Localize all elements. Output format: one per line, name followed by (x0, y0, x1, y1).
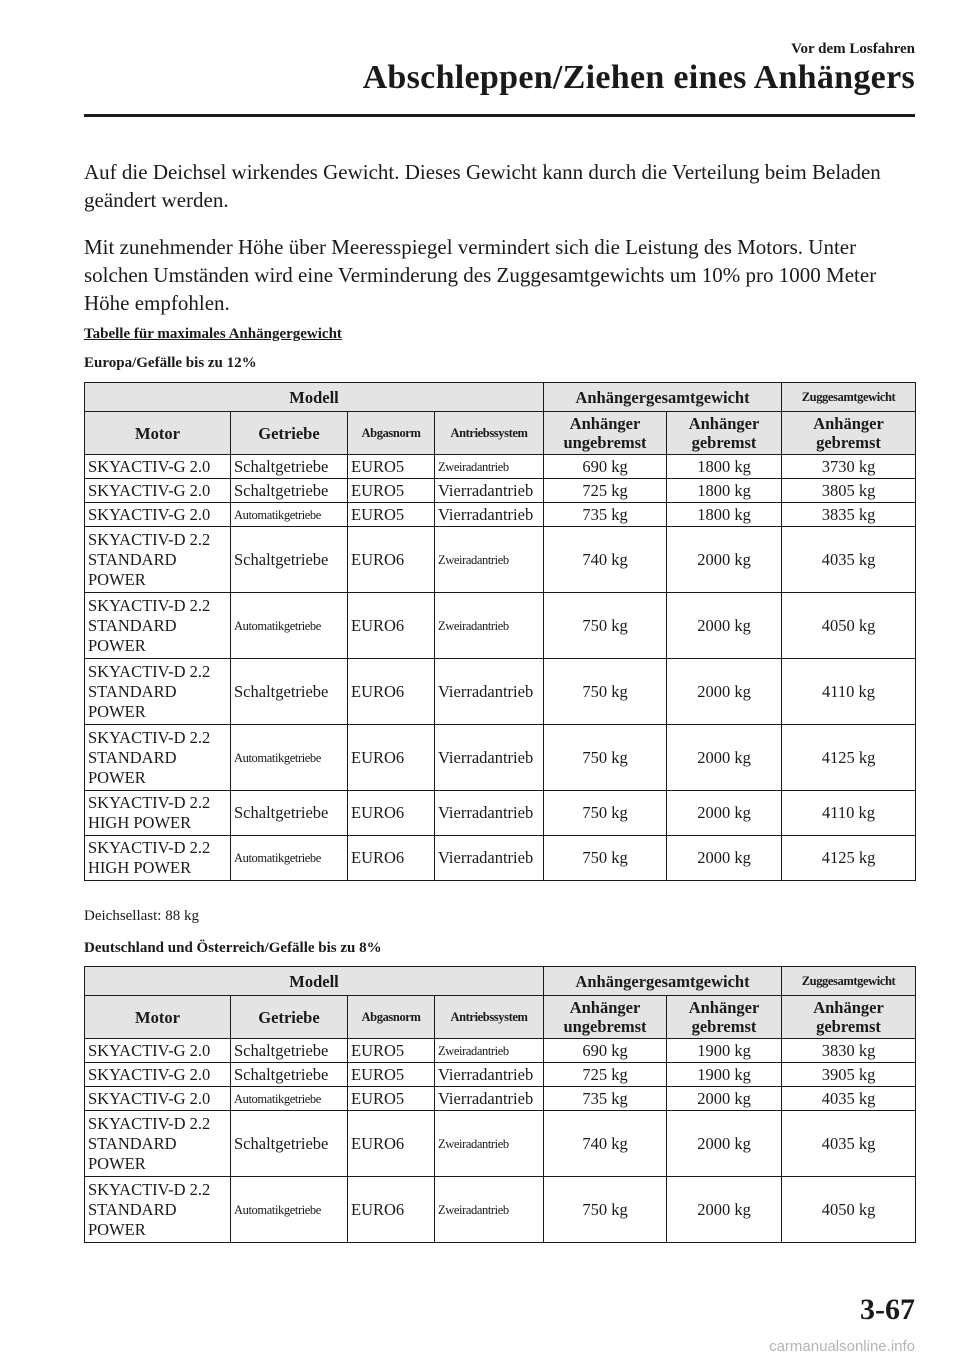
cell-zug: 4050 kg (782, 1177, 916, 1243)
cell-antrieb: Vierradantrieb (435, 503, 544, 527)
cell-motor: SKYACTIV-D 2.2 HIGH POWER (85, 836, 231, 881)
header-rule (84, 114, 915, 117)
cell-zug: 3905 kg (782, 1063, 916, 1087)
cell-abgasnorm: EURO6 (348, 1111, 435, 1177)
paragraph-hoehe: Mit zunehmender Höhe über Meeresspiegel vermindert sich die Leistung des Motors. Unter solchen Umständen wird eine Verminderung des Zuggesamtgewichts um 10% pro 1000 Meter Höhe empfohlen. (84, 235, 877, 315)
cell-ungebremst: 725 kg (544, 1063, 667, 1087)
cell-gebremst: 2000 kg (667, 1177, 782, 1243)
cell-motor: SKYACTIV-D 2.2 STANDARD POWER (85, 1111, 231, 1177)
cell-abgasnorm: EURO5 (348, 479, 435, 503)
cell-getriebe: Automatikgetriebe (231, 1087, 348, 1111)
header-antriebssystem: Antriebssystem (435, 996, 544, 1039)
header-gebremst: Anhänger gebremst (667, 412, 782, 455)
cell-zug: 3805 kg (782, 479, 916, 503)
cell-ungebremst: 750 kg (544, 836, 667, 881)
header-ungebremst: Anhänger ungebremst (544, 412, 667, 455)
header-motor: Motor (85, 996, 231, 1039)
cell-zug: 4125 kg (782, 836, 916, 881)
header-modell: Modell (85, 967, 544, 996)
cell-abgasnorm: EURO5 (348, 455, 435, 479)
cell-zug: 4050 kg (782, 593, 916, 659)
table-row (85, 1177, 916, 1243)
cell-getriebe: Schaltgetriebe (231, 1063, 348, 1087)
cell-abgasnorm: EURO6 (348, 725, 435, 791)
cell-abgasnorm: EURO6 (348, 659, 435, 725)
table-row (85, 725, 916, 791)
cell-gebremst: 2000 kg (667, 659, 782, 725)
header-ungebremst: Anhänger ungebremst (544, 996, 667, 1039)
header-zuggesamtgewicht: Zuggesamtgewicht (782, 383, 916, 412)
cell-antrieb: Zweiradantrieb (435, 527, 544, 593)
cell-gebremst: 2000 kg (667, 836, 782, 881)
cell-abgasnorm: EURO5 (348, 1087, 435, 1111)
cell-antrieb: Vierradantrieb (435, 479, 544, 503)
cell-motor: SKYACTIV-G 2.0 (85, 1063, 231, 1087)
table-heading: Tabelle für maximales Anhängergewicht (84, 326, 342, 342)
cell-antrieb: Zweiradantrieb (435, 1039, 544, 1063)
cell-gebremst: 1800 kg (667, 479, 782, 503)
cell-ungebremst: 750 kg (544, 659, 667, 725)
cell-zug: 4035 kg (782, 527, 916, 593)
cell-zug: 4035 kg (782, 1087, 916, 1111)
cell-motor: SKYACTIV-G 2.0 (85, 479, 231, 503)
cell-gebremst: 1800 kg (667, 503, 782, 527)
header-anhaengergesamtgewicht: Anhängergesamtgewicht (544, 383, 782, 412)
cell-motor: SKYACTIV-D 2.2 STANDARD POWER (85, 527, 231, 593)
cell-motor: SKYACTIV-D 2.2 STANDARD POWER (85, 1177, 231, 1243)
header-motor: Motor (85, 412, 231, 455)
table-subtitle-europa: Europa/Gefälle bis zu 12% (84, 355, 257, 371)
cell-getriebe: Schaltgetriebe (231, 527, 348, 593)
header-anhaengergesamtgewicht: Anhängergesamtgewicht (544, 967, 782, 996)
cell-motor: SKYACTIV-D 2.2 STANDARD POWER (85, 725, 231, 791)
cell-getriebe: Schaltgetriebe (231, 791, 348, 836)
cell-gebremst: 1800 kg (667, 455, 782, 479)
trailer-table-europa (84, 382, 916, 881)
table-row (85, 791, 916, 836)
cell-zug: 4035 kg (782, 1111, 916, 1177)
header-antriebssystem: Antriebssystem (435, 412, 544, 455)
header-abgasnorm: Abgasnorm (348, 412, 435, 455)
cell-getriebe: Automatikgetriebe (231, 1177, 348, 1243)
cell-getriebe: Schaltgetriebe (231, 455, 348, 479)
header-modell: Modell (85, 383, 544, 412)
cell-getriebe: Schaltgetriebe (231, 1039, 348, 1063)
cell-abgasnorm: EURO6 (348, 791, 435, 836)
footer-watermark: carmanualsonline.info (769, 1338, 915, 1355)
cell-ungebremst: 740 kg (544, 527, 667, 593)
header-zug-gebremst: Anhänger gebremst (782, 412, 916, 455)
cell-gebremst: 2000 kg (667, 527, 782, 593)
table-row (85, 455, 916, 479)
table-row (85, 1063, 916, 1087)
cell-zug: 4110 kg (782, 791, 916, 836)
cell-antrieb: Zweiradantrieb (435, 593, 544, 659)
cell-ungebremst: 725 kg (544, 479, 667, 503)
table-row (85, 479, 916, 503)
cell-zug: 3830 kg (782, 1039, 916, 1063)
cell-motor: SKYACTIV-G 2.0 (85, 1087, 231, 1111)
cell-abgasnorm: EURO6 (348, 527, 435, 593)
header-zuggesamtgewicht: Zuggesamtgewicht (782, 967, 916, 996)
page-header (84, 40, 915, 98)
cell-gebremst: 1900 kg (667, 1063, 782, 1087)
cell-abgasnorm: EURO5 (348, 503, 435, 527)
header-zug-gebremst: Anhänger gebremst (782, 996, 916, 1039)
cell-antrieb: Vierradantrieb (435, 836, 544, 881)
cell-antrieb: Vierradantrieb (435, 659, 544, 725)
cell-antrieb: Vierradantrieb (435, 725, 544, 791)
table-row (85, 659, 916, 725)
header-getriebe: Getriebe (231, 996, 348, 1039)
cell-ungebremst: 750 kg (544, 725, 667, 791)
cell-ungebremst: 750 kg (544, 593, 667, 659)
deichsellast-note: Deichsellast: 88 kg (84, 908, 199, 924)
cell-antrieb: Vierradantrieb (435, 1087, 544, 1111)
cell-gebremst: 2000 kg (667, 1111, 782, 1177)
cell-ungebremst: 740 kg (544, 1111, 667, 1177)
cell-gebremst: 2000 kg (667, 593, 782, 659)
cell-getriebe: Schaltgetriebe (231, 659, 348, 725)
cell-getriebe: Schaltgetriebe (231, 479, 348, 503)
header-abgasnorm: Abgasnorm (348, 996, 435, 1039)
cell-getriebe: Schaltgetriebe (231, 1111, 348, 1177)
cell-zug: 3835 kg (782, 503, 916, 527)
cell-abgasnorm: EURO6 (348, 836, 435, 881)
chapter-title: Abschleppen/Ziehen eines Anhängers (362, 59, 915, 96)
trailer-table-deutschland (84, 966, 916, 1243)
cell-gebremst: 2000 kg (667, 791, 782, 836)
cell-getriebe: Automatikgetriebe (231, 503, 348, 527)
cell-motor: SKYACTIV-G 2.0 (85, 1039, 231, 1063)
cell-abgasnorm: EURO5 (348, 1063, 435, 1087)
cell-gebremst: 2000 kg (667, 1087, 782, 1111)
table-row (85, 1039, 916, 1063)
cell-ungebremst: 750 kg (544, 1177, 667, 1243)
section-label: Vor dem Losfahren (791, 41, 915, 57)
cell-motor: SKYACTIV-G 2.0 (85, 455, 231, 479)
table-row (85, 1111, 916, 1177)
cell-getriebe: Automatikgetriebe (231, 836, 348, 881)
cell-ungebremst: 735 kg (544, 503, 667, 527)
cell-antrieb: Zweiradantrieb (435, 455, 544, 479)
header-getriebe: Getriebe (231, 412, 348, 455)
cell-abgasnorm: EURO5 (348, 1039, 435, 1063)
cell-zug: 4125 kg (782, 725, 916, 791)
table-row (85, 1087, 916, 1111)
cell-abgasnorm: EURO6 (348, 593, 435, 659)
cell-ungebremst: 735 kg (544, 1087, 667, 1111)
cell-antrieb: Vierradantrieb (435, 1063, 544, 1087)
cell-antrieb: Vierradantrieb (435, 791, 544, 836)
table-row (85, 593, 916, 659)
cell-zug: 3730 kg (782, 455, 916, 479)
table-row (85, 836, 916, 881)
cell-zug: 4110 kg (782, 659, 916, 725)
cell-ungebremst: 690 kg (544, 1039, 667, 1063)
cell-antrieb: Zweiradantrieb (435, 1111, 544, 1177)
cell-antrieb: Zweiradantrieb (435, 1177, 544, 1243)
cell-motor: SKYACTIV-D 2.2 STANDARD POWER (85, 659, 231, 725)
cell-motor: SKYACTIV-G 2.0 (85, 503, 231, 527)
cell-motor: SKYACTIV-D 2.2 STANDARD POWER (85, 593, 231, 659)
cell-ungebremst: 750 kg (544, 791, 667, 836)
table-row (85, 527, 916, 593)
cell-getriebe: Automatikgetriebe (231, 725, 348, 791)
table-subtitle-deutschland: Deutschland und Österreich/Gefälle bis zu 8% (84, 940, 382, 956)
paragraph-deichsel: Auf die Deichsel wirkendes Gewicht. Dieses Gewicht kann durch die Verteilung beim Beladen geändert werden. (84, 160, 881, 212)
cell-gebremst: 2000 kg (667, 725, 782, 791)
page-number: 3-67 (860, 1293, 915, 1326)
cell-motor: SKYACTIV-D 2.2 HIGH POWER (85, 791, 231, 836)
cell-abgasnorm: EURO6 (348, 1177, 435, 1243)
cell-gebremst: 1900 kg (667, 1039, 782, 1063)
cell-ungebremst: 690 kg (544, 455, 667, 479)
header-gebremst: Anhänger gebremst (667, 996, 782, 1039)
table-row (85, 503, 916, 527)
cell-getriebe: Automatikgetriebe (231, 593, 348, 659)
